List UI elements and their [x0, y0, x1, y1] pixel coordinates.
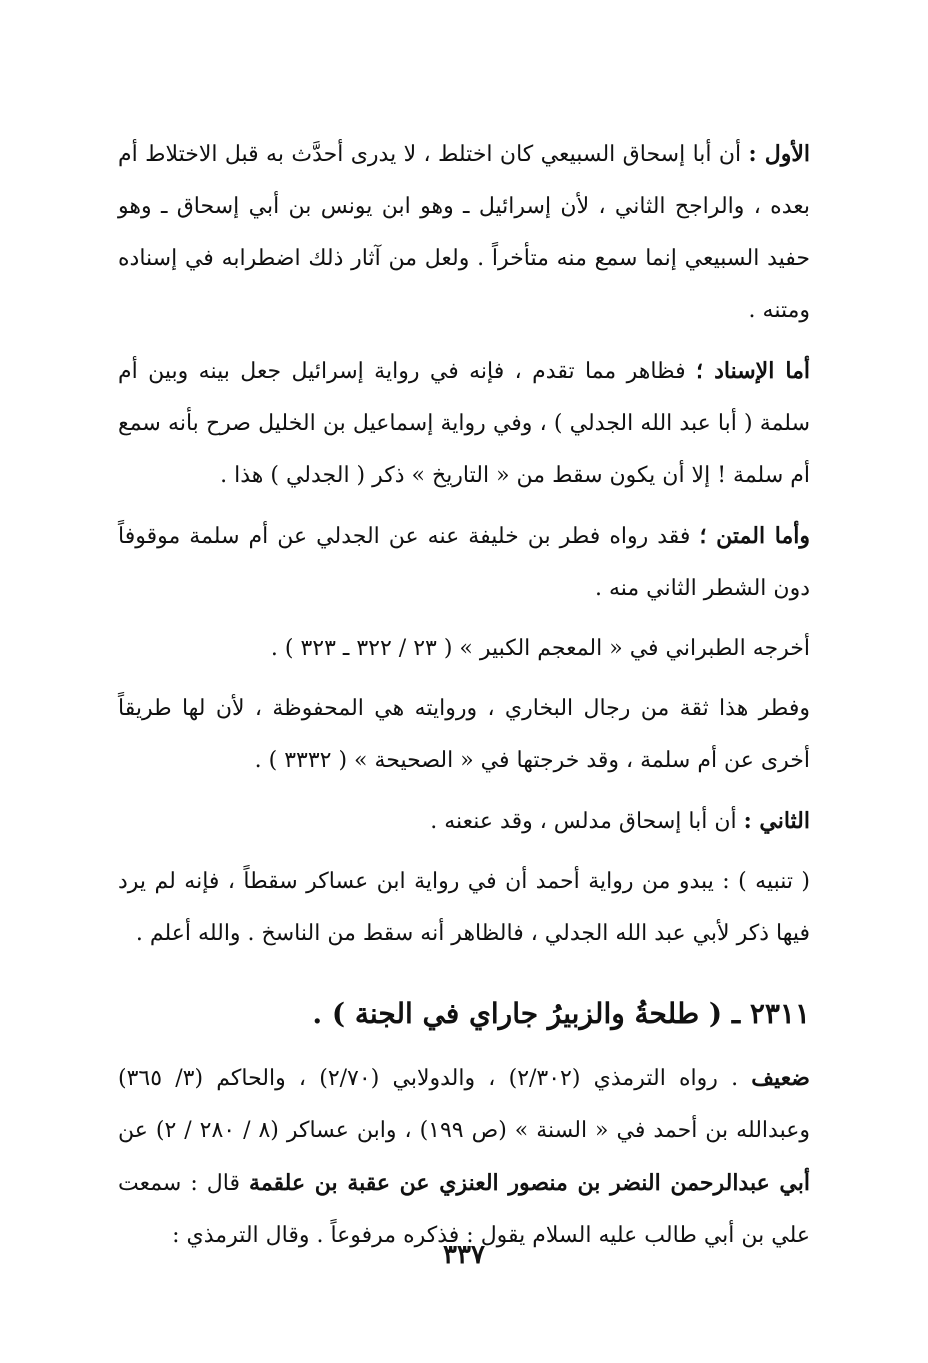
- paragraph-text: أن أبا إسحاق مدلس ، وقد عنعنه .: [430, 809, 744, 834]
- paragraph-lead: الأول :: [748, 141, 810, 167]
- paragraph-lead: أما الإسناد ؛: [696, 358, 810, 384]
- paragraph-isnad: [118, 345, 810, 502]
- paragraph-tabarani: [118, 623, 810, 675]
- hadith-number: ٢٣١١ ـ: [731, 997, 810, 1030]
- paragraph-text: فقد رواه فطر بن خليفة عنه عن الجدلي عن أم سلمة موقوفاً دون الشطر الثاني منه .: [118, 524, 810, 601]
- paragraph-text: فظاهر مما تقدم ، فإنه في رواية إسرائيل جعل بينه وبين أم سلمة ( أبا عبد الله الجدلي ) ، وفي رواية إسماعيل بن الخليل صرح بأنه سمع أم سلمة ! إلا أن يكون سقط من « التاريخ » ذكر ( الجدلي ) هذا .: [118, 359, 810, 488]
- paragraph-text: وفطر هذا ثقة من رجال البخاري ، وروايته هي المحفوظة ، لأن لها طريقاً أخرى عن أم سلمة ، وقد خرجتها في « الصحيحة » ( ٣٣٣٢ ) .: [118, 696, 810, 773]
- page-number: ٣٣٧: [443, 1240, 485, 1270]
- paragraph-text: . رواه الترمذي (٢/٣٠٢) ، والدولابي (٢/٧٠) ، والحاكم (٣/ ٣٦٥) وعبدالله بن أحمد في « السنة » (ص ١٩٩) ، وابن عساكر (٨ / ٢٨٠ / ٢) عن: [118, 1066, 810, 1143]
- text-body: [118, 128, 810, 1270]
- paragraph-lead: الثاني :: [743, 808, 810, 834]
- paragraph-note: [118, 856, 810, 960]
- narrator-chain: أبي عبدالرحمن النضر بن منصور العنزي عن عقبة بن علقمة: [249, 1170, 810, 1196]
- paragraph-second-reason: [118, 795, 810, 848]
- hadith-heading: [118, 984, 810, 1044]
- paragraph-fitr: [118, 683, 810, 787]
- paragraph-text: أخرجه الطبراني في « المعجم الكبير » ( ٢٣ / ٣٢٢ ـ ٣٢٣ ) .: [270, 636, 810, 661]
- paragraph-first-reason: [118, 128, 810, 337]
- paragraph-text: قال : سمعت علي بن أبي طالب عليه السلام يقول : فذكره مرفوعاً . وقال الترمذي :: [118, 1171, 810, 1248]
- paragraph-grading: [118, 1052, 810, 1262]
- paragraph-text: أن أبا إسحاق السبيعي كان اختلط ، لا يدرى أحدَّث به قبل الاختلاط أم بعده ، والراجح الثاني ، لأن إسرائيل ـ وهو ابن يونس بن أبي إسحاق ـ وهو حفيد السبيعي إنما سمع منه متأخراً . ولعل من آثار ذلك اضطرابه في إسناده ومتنه .: [118, 142, 810, 323]
- paragraph-lead: وأما المتن ؛: [699, 523, 810, 549]
- paragraph-text: ( تنبيه ) : يبدو من رواية أحمد أن في رواية ابن عساكر سقطاً ، فإنه لم يرد فيها ذكر لأبي عبد الله الجدلي ، فالظاهر أنه سقط من الناسخ . والله أعلم .: [118, 869, 810, 946]
- hadith-title: ( طلحةُ والزبيرُ جاراي في الجنة ) .: [312, 997, 723, 1030]
- grading-label: ضعيف: [751, 1065, 810, 1091]
- paragraph-matn: [118, 510, 810, 615]
